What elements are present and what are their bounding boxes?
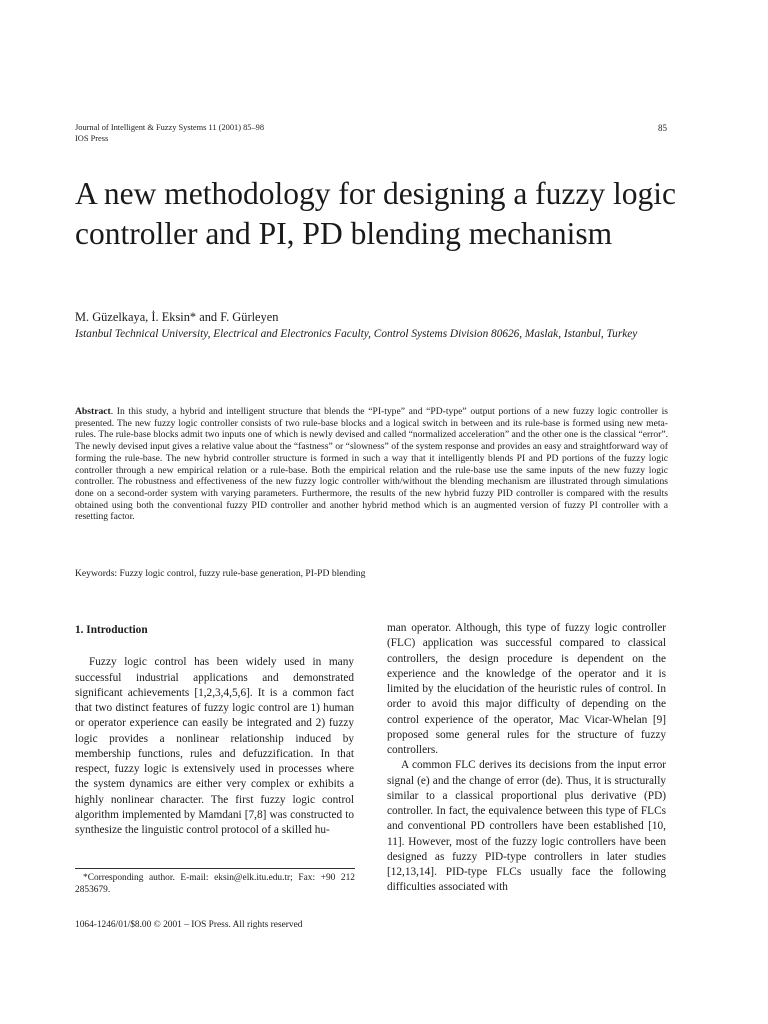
paper-title: A new methodology for designing a fuzzy logic controller and PI, PD blending mechanism bbox=[75, 176, 676, 251]
footnote-text: *Corresponding author. E-mail: eksin@elk.itu.edu.tr; Fax: +90 212 2853679. bbox=[75, 873, 355, 895]
footnote bbox=[75, 873, 355, 896]
abstract bbox=[75, 406, 668, 523]
copyright-line: 1064-1246/01/$8.00 © 2001 – IOS Press. All rights reserved bbox=[75, 920, 303, 930]
section-heading: 1. Introduction bbox=[75, 624, 148, 636]
right-column bbox=[387, 621, 666, 896]
journal-header bbox=[75, 123, 264, 144]
journal-citation: Journal of Intelligent & Fuzzy Systems 11 (2001) 85–98 bbox=[75, 123, 265, 132]
author-affiliation: Istanbul Technical University, Electrical and Electronics Faculty, Control Systems Division 80626, Maslak, Istanbul, Turkey bbox=[75, 328, 638, 340]
intro-paragraph-1-part-b: man operator. Although, this type of fuzzy logic controller (FLC) application was successful compared to classical controllers, the design procedure is dependent on the experience and the knowledge of the operator and it is limited by the elucidation of the heuristic rules of control. In order to avoid this major difficulty of depending on the control experience of the operator, Mac Vicar-Whelan [9] proposed some general rules for the structure of fuzzy controllers. bbox=[387, 622, 666, 756]
left-column bbox=[75, 621, 354, 838]
author-list: M. Güzelkaya, İ. Eksin* and F. Gürleyen bbox=[75, 310, 279, 324]
abstract-label: Abstract bbox=[75, 406, 111, 417]
footnote-divider bbox=[75, 868, 355, 869]
publisher-name: IOS Press bbox=[75, 133, 109, 143]
abstract-text: . In this study, a hybrid and intelligent structure that blends the “PI-type” and “PD-type” output portions of a new fuzzy logic controller is presented. The new fuzzy logic controller consists of two rule-base blocks and a logical switch in between and its rule-base is formed using new meta-rules. The rule-base blocks admit two inputs one of which is newly devised and called “normalized acceleration” and the other one is the classical “error”. The newly devised input gives a relative value about the “fastness” or “slowness” of the system response and provides an easy and straightforward way of forming the rule-base. The new hybrid controller structure is formed in such a way that it intelligently blends PI and PD portions of the fuzzy logic controller through a new empirical relation or a rule-base. Both the empirical relation and the rule-base use the same inputs of the new fuzzy logic controller. The robustness and effectiveness of the new fuzzy logic controller with/without the blending mechanism are illustrated through simulations done on a second-order system with varying parameters. Furthermore, the results of the new hybrid fuzzy PID controller is compared with the results obtained using both the conventional fuzzy PID controller and another hybrid method which is an augmented version of fuzzy PI controller with a resetting factor. bbox=[75, 406, 668, 523]
page-number: 85 bbox=[658, 123, 667, 133]
intro-paragraph-2: A common FLC derives its decisions from the input error signal (e) and the change of error (de). Thus, it is structurally similar to a classical proportional plus derivative (PD) controller. In fact, the equivalence between this type of FLCs and conventional PD controllers have been established [10, 11]. However, most of the fuzzy logic controllers have been designed as fuzzy PID-type controllers in later studies [12,13,14]. PID-type FLCs usually face the following difficulties associated with bbox=[387, 759, 666, 894]
intro-paragraph-1-part-a: Fuzzy logic control has been widely used in many successful industrial applications and demonstrated significant achievements [1,2,3,4,5,6]. It is a common fact that two distinct features of fuzzy logic control are 1) human or operator experience can easily be integrated and 2) fuzzy logic provides a nonlinear relationship induced by membership functions, rules and defuzzification. In that respect, fuzzy logic is extensively used in processes where the system dynamics are either very complex or exhibits a highly nonlinear character. The first fuzzy logic control algorithm implemented by Mamdani [7,8] was constructed to synthesize the linguistic control protocol of a skilled hu- bbox=[75, 656, 354, 836]
keywords: Keywords: Fuzzy logic control, fuzzy rule-base generation, PI-PD blending bbox=[75, 568, 366, 579]
